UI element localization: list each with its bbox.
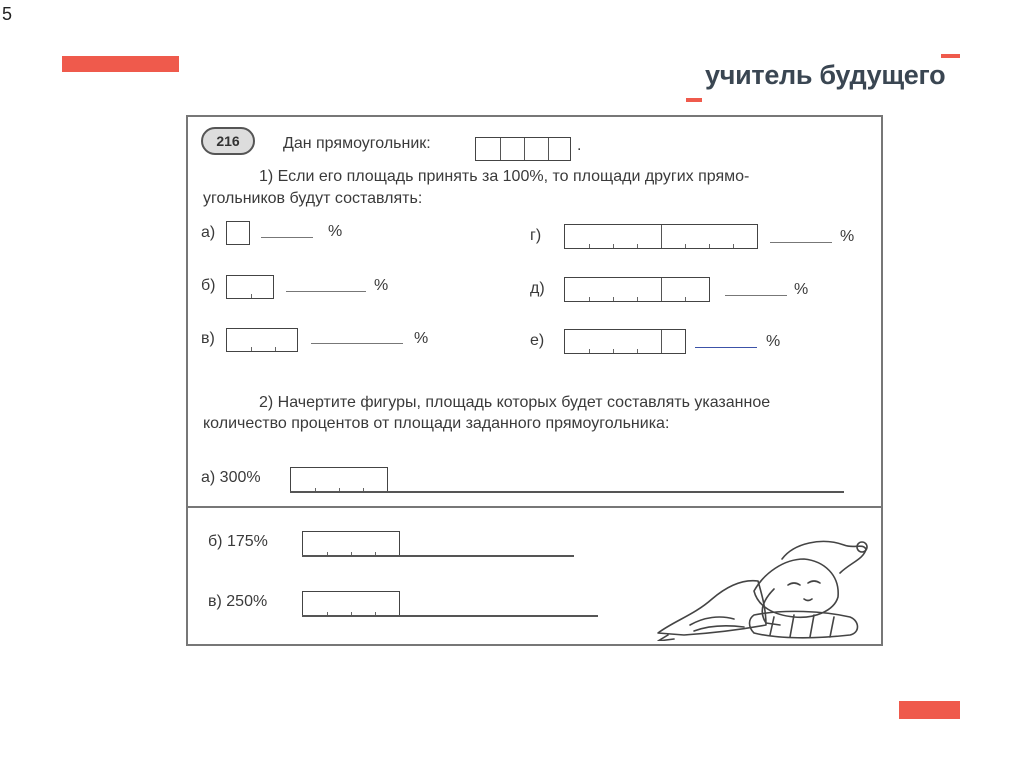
part1-text-line1: 1) Если его площадь принять за 100%, то площади других прямо- <box>259 168 750 185</box>
part1-text-line2: угольников будут составлять: <box>203 190 423 207</box>
accent-bar-top-left <box>62 56 179 72</box>
item-a-answer-line[interactable] <box>261 237 313 238</box>
given-suffix: . <box>577 137 582 154</box>
brand-title: учитель будущего <box>705 60 946 90</box>
sleeping-child-illustration <box>654 529 874 641</box>
item-v-answer-line[interactable] <box>311 343 403 344</box>
task-number-badge: 216 <box>201 127 255 155</box>
item-d-rectangle <box>564 277 710 302</box>
item-e-unit: % <box>766 333 781 350</box>
draw-item-v-baseline[interactable] <box>302 615 598 617</box>
part2-text-line2: количество процентов от площади заданного прямоугольника: <box>203 415 670 432</box>
item-g-label: г) <box>530 227 542 244</box>
item-a-label: а) <box>201 224 216 241</box>
item-e-answer-line[interactable] <box>695 347 757 348</box>
draw-item-b-label: б) 175% <box>208 533 268 550</box>
accent-bar-bottom-right <box>899 701 960 719</box>
sheet-divider <box>188 506 881 508</box>
draw-item-b-reference <box>302 531 400 556</box>
given-rectangle <box>475 137 571 161</box>
draw-item-v-reference <box>302 591 400 616</box>
item-b-unit: % <box>374 277 389 294</box>
item-v-label: в) <box>201 330 215 347</box>
accent-bar-brand-top <box>941 54 960 58</box>
item-a-rectangle <box>226 221 250 245</box>
draw-item-b-baseline[interactable] <box>302 555 574 557</box>
item-g-unit: % <box>840 228 855 245</box>
item-a-unit: % <box>328 223 343 240</box>
draw-item-a-reference <box>290 467 388 492</box>
item-d-unit: % <box>794 281 809 298</box>
slide-number: 5 <box>2 4 13 24</box>
item-e-rectangle <box>564 329 686 354</box>
worksheet <box>186 115 883 646</box>
item-g-answer-line[interactable] <box>770 242 832 243</box>
draw-item-a-label: а) 300% <box>201 469 261 486</box>
item-b-label: б) <box>201 277 216 294</box>
draw-item-a-baseline[interactable] <box>290 491 844 493</box>
item-g-rectangle <box>564 224 758 249</box>
accent-bar-brand-bottom <box>686 98 702 102</box>
item-e-label: е) <box>530 332 545 349</box>
item-v-unit: % <box>414 330 429 347</box>
part2-text-line1: 2) Начертите фигуры, площадь которых будет составлять указанное <box>259 394 771 411</box>
given-label: Дан прямоугольник: <box>283 135 431 152</box>
item-b-answer-line[interactable] <box>286 291 366 292</box>
item-d-label: д) <box>530 280 545 297</box>
draw-item-v-label: в) 250% <box>208 593 268 610</box>
item-d-answer-line[interactable] <box>725 295 787 296</box>
item-v-rectangle <box>226 328 298 352</box>
item-b-rectangle <box>226 275 274 299</box>
